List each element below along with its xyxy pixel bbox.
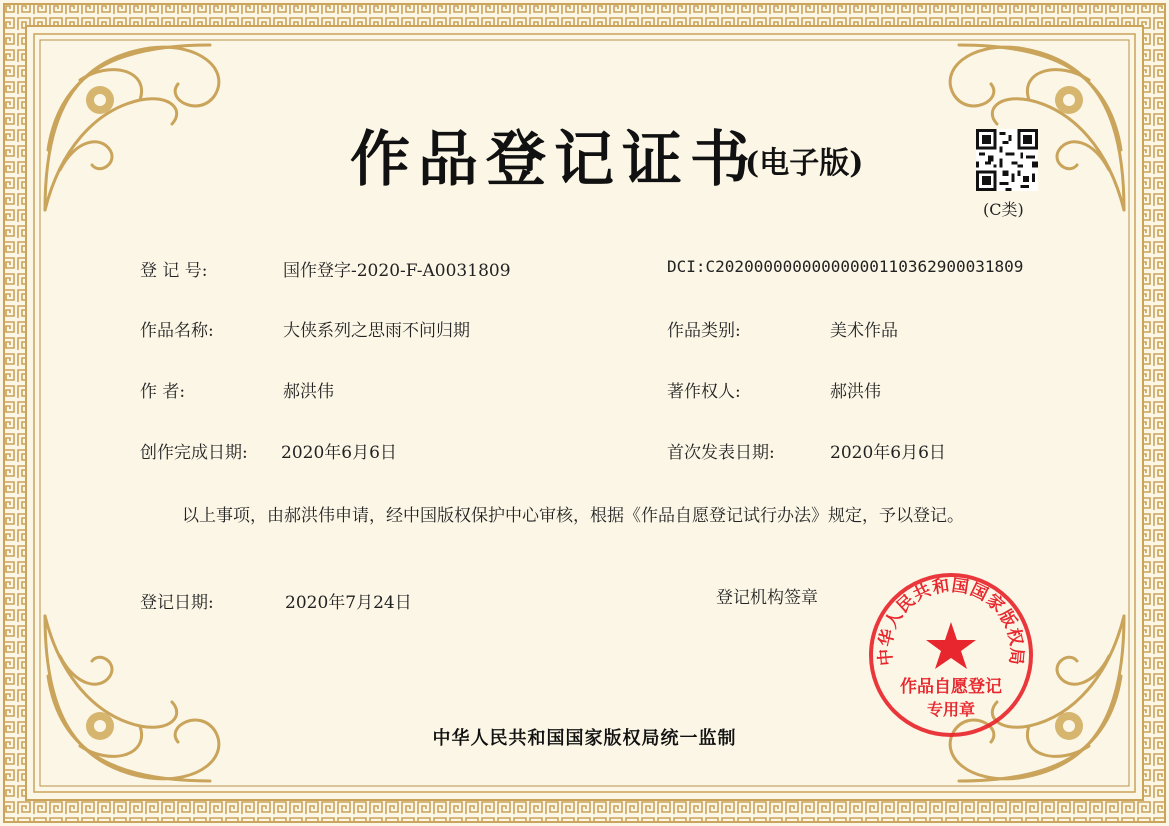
- work-name-value: 大侠系列之思雨不问归期: [283, 321, 470, 341]
- creation-date-value: 2020年6月6日: [281, 443, 397, 463]
- dci-number: DCI:C20200000000000000110362900031809: [667, 257, 1024, 276]
- seal-star-icon: [926, 622, 976, 669]
- registration-date-value: 2020年7月24日: [285, 593, 412, 613]
- seal-ring-text: 中华人民共和国国家版权局: [875, 575, 1027, 667]
- qr-code[interactable]: [976, 129, 1038, 191]
- reg-no-value: 国作登字-2020-F-A0031809: [283, 261, 511, 281]
- publish-date-value: 2020年6月6日: [830, 443, 946, 463]
- registration-date-label: 登记日期:: [140, 593, 214, 613]
- issuer-footer: 中华人民共和国国家版权局统一监制: [432, 728, 737, 749]
- seal-line-2: 专用章: [926, 700, 976, 719]
- publish-date-label: 首次发表日期:: [667, 443, 775, 463]
- official-seal: [866, 570, 1036, 740]
- author-value: 郝洪伟: [283, 382, 334, 402]
- reg-no-label: 登 记 号:: [140, 261, 208, 281]
- agency-seal-label: 登记机构签章: [716, 588, 818, 608]
- author-label: 作 者:: [140, 382, 186, 402]
- creation-date-label: 创作完成日期:: [140, 443, 248, 463]
- work-type-label: 作品类别:: [667, 321, 741, 341]
- certificate-title-suffix: (电子版): [745, 146, 864, 181]
- copyright-owner-value: 郝洪伟: [830, 382, 881, 402]
- work-name-label: 作品名称:: [140, 321, 214, 341]
- certificate-title: 作品登记证书: [350, 125, 758, 195]
- registration-statement: 以上事项，由郝洪伟申请，经中国版权保护中心审核，根据《作品自愿登记试行办法》规定，予以登记。: [182, 506, 964, 526]
- seal-line-1: 作品自愿登记: [900, 677, 1002, 697]
- copyright-owner-label: 著作权人:: [667, 382, 741, 402]
- certificate-class: (C类): [983, 200, 1024, 219]
- work-type-value: 美术作品: [830, 321, 898, 341]
